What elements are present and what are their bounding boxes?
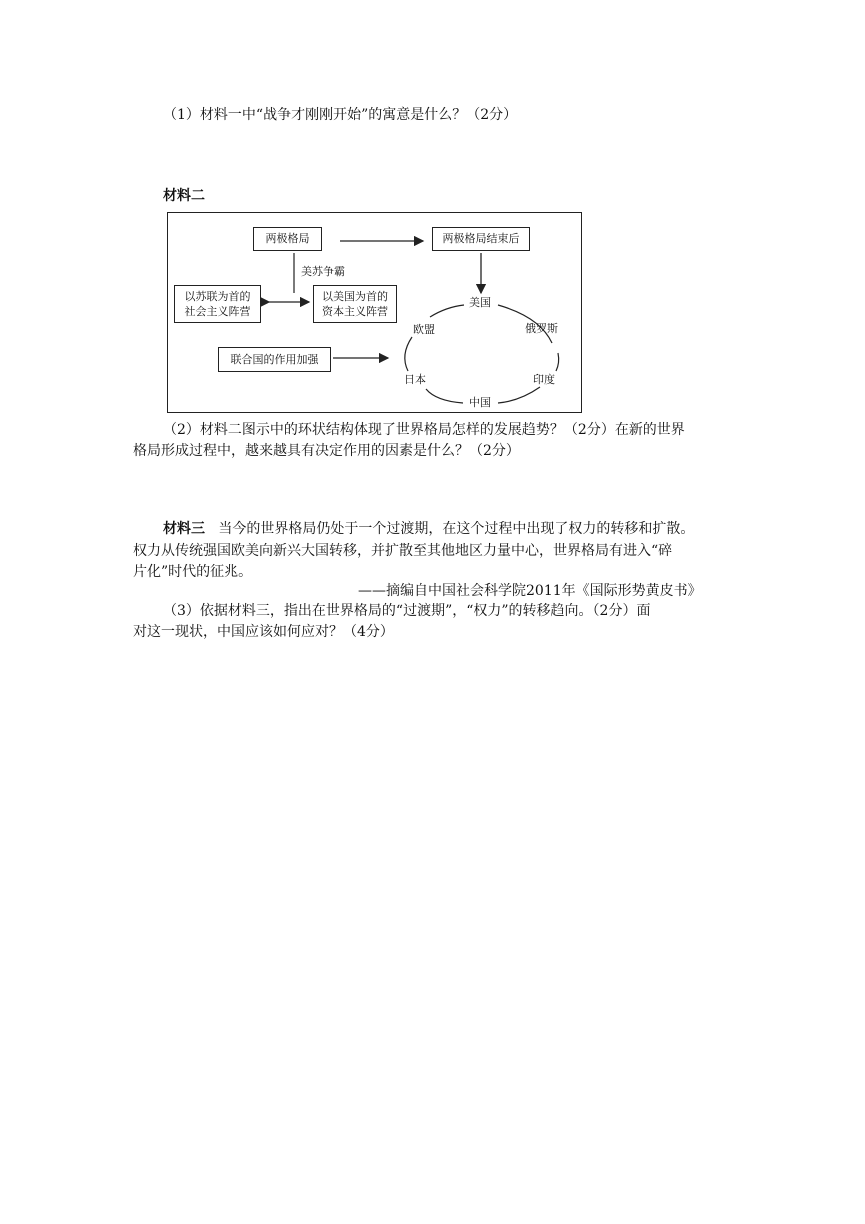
box-after-bipolar: 两极格局结束后: [432, 227, 530, 251]
material-3-source: ——摘编自中国社会科学院2011年《国际形势黄皮书》: [358, 583, 702, 599]
ring-usa: 美国: [469, 296, 491, 309]
ring-india: 印度: [533, 373, 555, 386]
ring-eu: 欧盟: [413, 323, 435, 336]
material-3-line1: [163, 519, 694, 539]
socialist-camp-line1: 以苏联为首的: [184, 290, 251, 303]
material-3-title: 材料三: [163, 521, 205, 537]
world-pattern-diagram: [167, 212, 582, 413]
ring-russia: 俄罗斯: [525, 322, 558, 335]
question-2-line1: （2）材料二图示中的环状结构体现了世界格局怎样的发展趋势？（2分）在新的世界: [163, 422, 685, 438]
socialist-camp-line2: 社会主义阵营: [184, 305, 251, 318]
ring-arc-right: [556, 353, 559, 371]
material-3-text-1: 当今的世界格局仍处于一个过渡期，在这个过程中出现了权力的转移和扩散。: [218, 521, 695, 537]
ring-arc-top-left: [430, 305, 464, 317]
ring-arc-left: [405, 337, 412, 371]
question-3-line1: （3）依据材料三，指出在世界格局的“过渡期”，“权力”的转移趋向。（2分）面: [163, 603, 651, 619]
box-socialist-camp: [174, 285, 261, 323]
ring-arc-bottom-right: [498, 387, 540, 403]
ring-china: 中国: [469, 396, 491, 409]
ring-japan: 日本: [404, 373, 426, 386]
question-1: （1）材料一中“战争才刚刚开始”的寓意是什么？（2分）: [163, 107, 518, 123]
material-2-title: 材料二: [163, 188, 205, 204]
box-capitalist-camp: [313, 285, 397, 323]
material-3-line3: 片化”时代的征兆。: [133, 564, 253, 580]
material-3-line2: 权力从传统强国欧美向新兴大国转移，并扩散至其他地区力量中心，世界格局有进入“碎: [133, 543, 673, 559]
ring-arc-bottom-left: [426, 389, 463, 403]
question-2-line2: 格局形成过程中，越来越具有决定作用的因素是什么？（2分）: [133, 443, 520, 459]
capitalist-camp-line1: 以美国为首的: [322, 290, 388, 303]
label-us-soviet-rivalry: 美苏争霸: [301, 265, 345, 278]
box-bipolar: 两极格局: [253, 227, 322, 251]
question-3-line2: 对这一现状，中国应该如何应对？（4分）: [133, 624, 394, 640]
capitalist-camp-line2: 资本主义阵营: [322, 305, 388, 318]
box-un-role: 联合国的作用加强: [218, 347, 331, 372]
